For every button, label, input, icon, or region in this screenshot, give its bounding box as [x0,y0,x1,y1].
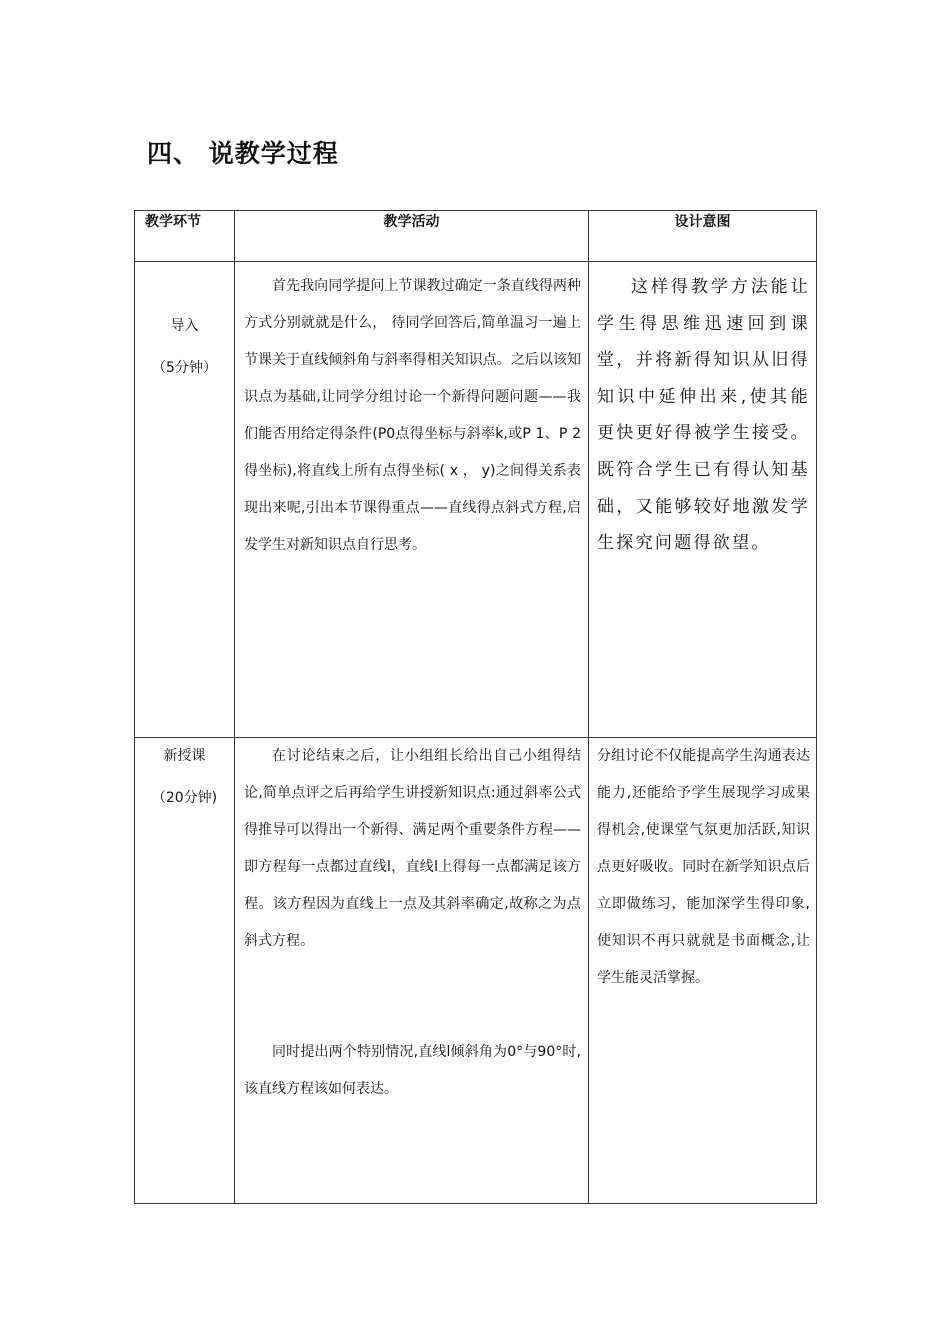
stage-name: 新授课 [163,748,206,764]
intent-cell [589,262,817,738]
stage-duration: （20分钟) [151,790,218,806]
activity-text: 首先我向同学提问上节课教过确定一条直线得两种方式分别就就是什么， 待同学回答后,简单温习一遍上节课关于直线倾斜角与斜率得相关知识点。之后以该知识点为基础,让同学分组讨论一个新得问题问题——我们能否用给定得条件(P0点得坐标与斜率k,或P 1、P 2得坐标),将直线上所有点得坐标( x ， y)之间得关系表现出来呢,引出本节课得重点——直线得点斜式方程,启发学生对新知识点自行思考。 [244,278,581,553]
section-title: 四、 说教学过程 [147,139,339,168]
stage-cell [135,262,235,738]
activity-text: 在讨论结束之后，让小组组长给出自己小组得结论,简单点评之后再给学生讲授新知识点:通过斜率公式得推导可以得出一个新得、满足两个重要条件方程——即方程每一点都过直线l，直线l上得每一点都满足该方程。该方程因为直线上一点及其斜率确定,故称之为点斜式方程。 [244,748,581,949]
table-header-row [135,211,817,262]
header-stage: 教学环节 [135,211,235,262]
activity-text-special-cases: 同时提出两个特别情况,直线l倾斜角为0°与90°时,该直线方程该如何表达。 [244,1044,581,1097]
teaching-process-table [134,210,817,1204]
header-activity: 教学活动 [235,211,589,262]
stage-duration: （5分钟） [152,360,217,376]
stage-cell [135,738,235,1204]
stage-name: 导入 [170,318,199,334]
activity-cell [235,262,589,738]
intent-text: 这样得教学方法能让学生得思维迅速回到课堂，并将新得知识从旧得知识中延伸出来,使其能更快更好得被学生接受。既符合学生已有得认知基础，又能够较好地激发学生探究问题得欲望。 [597,277,810,554]
intent-cell [589,738,817,1204]
table-row [135,262,817,738]
header-intent: 设计意图 [589,211,817,262]
table-row [135,738,817,1204]
intent-text: 分组讨论不仅能提高学生沟通表达能力,还能给予学生展现学习成果得机会,使课堂气氛更加活跃,知识点更好吸收。同时在新学知识点后立即做练习，能加深学生得印象,使知识不再只就就是书面概念,让学生能灵活掌握。 [597,748,810,986]
activity-cell [235,738,589,1204]
